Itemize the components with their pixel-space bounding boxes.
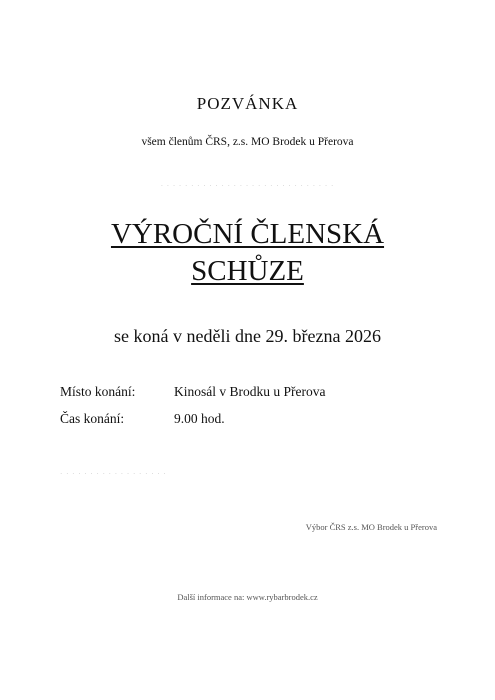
meeting-date: se koná v neděli dne 29. března 2026 — [114, 326, 381, 346]
time-value: 9.00 hod. — [174, 411, 225, 426]
addressee-line: všem členům ČRS, z.s. MO Brodek u Přerova — [141, 136, 354, 148]
venue-label: Místo konání: — [60, 384, 136, 399]
time-label: Čas konání: — [60, 411, 125, 426]
invitation-heading: POZVÁNKA — [196, 94, 299, 113]
committee-signature: Výbor ČRS z.s. MO Brodek u Přerova — [305, 522, 437, 532]
venue-value: Kinosál v Brodku u Přerova — [174, 384, 326, 399]
meeting-title-line-1: VÝROČNÍ ČLENSKÁ — [110, 218, 385, 250]
meeting-title-line-2: SCHŮZE — [191, 255, 304, 287]
meeting-title — [0, 216, 495, 290]
faint-text-note: · · · · · · · · · · · · · · · · · · — [60, 470, 167, 478]
website-info: Další informace na: www.rybarbrodek.cz — [177, 592, 318, 602]
faint-text-line: · · · · · · · · · · · · · · · · · · · · · · · · · · · · · — [160, 182, 335, 190]
